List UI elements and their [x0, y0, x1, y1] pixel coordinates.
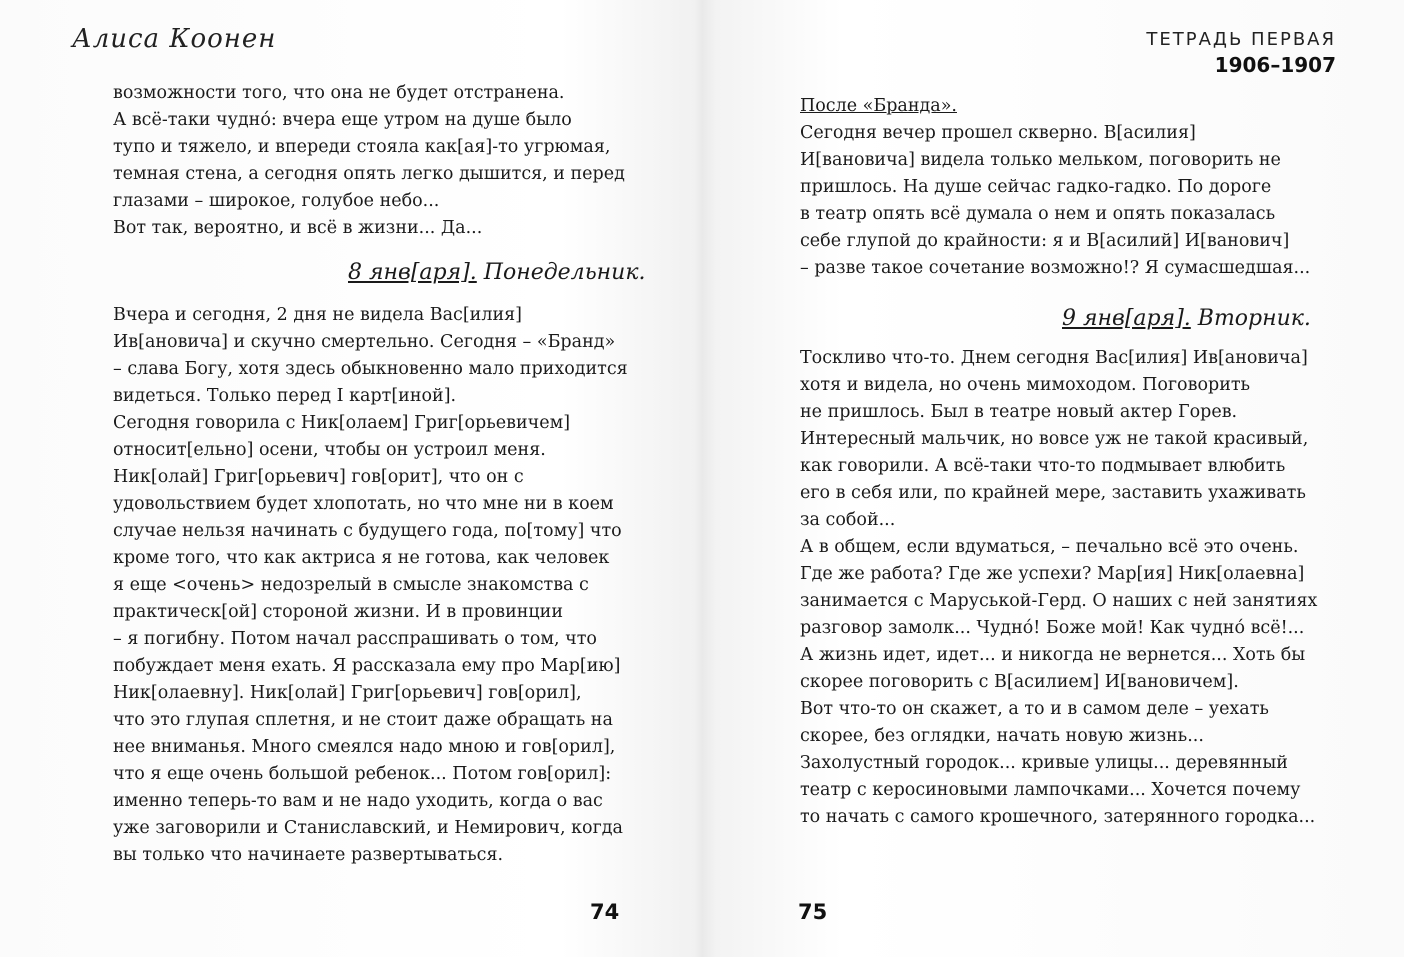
text-line: занимается с Маруськой-Герд. О наших с ней занятиях: [800, 591, 1318, 611]
text-line: разговор замолк... Чудно́! Боже мой! Как чудно́ всё!...: [800, 618, 1305, 638]
text-line: Интересный мальчик, но вовсе уж не такой красивый,: [800, 429, 1309, 449]
text-line: в театр опять всё думала о нем и опять показалась: [800, 204, 1276, 224]
text-line: Вчера и сегодня, 2 дня не видела Вас[илия]: [113, 305, 522, 325]
date-heading-jan9: [1062, 306, 1311, 331]
text-line: Ник[олаевну]. Ник[олай] Григ[орьевич] гов[орил],: [113, 683, 582, 703]
page-number-right: 75: [798, 900, 828, 924]
text-line: что я еще очень большой ребенок... Потом гов[орил]:: [113, 764, 612, 784]
text-line: нее вниманья. Много смеялся надо мною и гов[орил],: [113, 737, 616, 757]
text-line: скорее, без оглядки, начать новую жизнь...: [800, 726, 1204, 746]
author-signature: Алиса Коонен: [72, 24, 277, 54]
right-paragraph-2: [800, 345, 1317, 831]
text-line: А в общем, если вдуматься, – печально всё это очень.: [800, 537, 1299, 557]
date-heading-date: 9 янв[аря].: [1062, 306, 1191, 331]
text-line: случае нельзя начинать с будущего года, по[тому] что: [113, 521, 622, 541]
running-header: [1146, 28, 1336, 78]
text-line: темная стена, а сегодня опять легко дышится, и перед: [113, 164, 625, 184]
text-line: театр с керосиновыми лампочками... Хочется почему: [800, 780, 1301, 800]
text-line: я еще <очень> недозрелый в смысле знакомства с: [113, 575, 589, 595]
date-heading-date: 8 янв[аря].: [348, 260, 477, 285]
text-line: именно теперь-то вам и не надо уходить, когда о вас: [113, 791, 603, 811]
text-line: Тоскливо что-то. Днем сегодня Вас[илия] Ив[ановича]: [800, 348, 1308, 368]
text-line: Сегодня говорила с Ник[олаем] Григ[орьевичем]: [113, 413, 571, 433]
text-line: глазами – широкое, голубое небо...: [113, 191, 440, 211]
text-line: Вот что-то он скажет, а то и в самом деле – уехать: [800, 699, 1269, 719]
text-line: тупо и тяжело, и впереди стояла как[ая]-то угрюмая,: [113, 137, 611, 157]
text-line: удовольствием будет хлопотать, но что мне ни в коем: [113, 494, 614, 514]
text-line: его в себя или, по крайней мере, заставить ухаживать: [800, 483, 1306, 503]
text-line: Ник[олай] Григ[орьевич] гов[орит], что он с: [113, 467, 524, 487]
text-line: практическ[ой] стороной жизни. И в провинции: [113, 602, 564, 622]
text-line: Захолустный городок... кривые улицы... деревянный: [800, 753, 1288, 773]
text-line: за собой...: [800, 510, 896, 530]
text-line: И[вановича] видела только мельком, поговорить не: [800, 150, 1281, 170]
text-line: Вот так, вероятно, и всё в жизни... Да...: [113, 218, 483, 238]
text-line: А всё-таки чудно́: вчера еще утром на душе было: [113, 110, 572, 130]
text-line: хотя и видела, но очень мимоходом. Поговорить: [800, 375, 1251, 395]
text-line: как говорили. А всё-таки что-то подмывает влюбить: [800, 456, 1286, 476]
left-paragraph-1: [113, 80, 625, 242]
text-line: побуждает меня ехать. Я рассказала ему про Мар[ию]: [113, 656, 621, 676]
text-line: Ив[ановича] и скучно смертельно. Сегодня – «Бранд»: [113, 332, 616, 352]
text-line: А жизнь идет, идет... и никогда не вернется... Хоть бы: [800, 645, 1306, 665]
left-paragraph-2: [113, 302, 628, 869]
date-heading-day: Понедельник.: [483, 260, 646, 285]
text-line: что это глупая сплетня, и не стоит даже обращать на: [113, 710, 613, 730]
date-heading-day: Вторник.: [1197, 306, 1311, 331]
text-line: кроме того, что как актриса я не готова, как человек: [113, 548, 610, 568]
text-line: уже заговорили и Станиславский, и Немирович, когда: [113, 818, 623, 838]
text-line: возможности того, что она не будет отстранена.: [113, 83, 565, 103]
text-line: видеться. Только перед I карт[иной].: [113, 386, 457, 406]
text-line: пришлось. На душе сейчас гадко-гадко. По дороге: [800, 177, 1272, 197]
text-line: Где же работа? Где же успехи? Мар[ия] Ник[олаевна]: [800, 564, 1305, 584]
text-line: – разве такое сочетание возможно!? Я сумасшедшая...: [800, 258, 1311, 278]
right-paragraph-1: [800, 93, 1310, 282]
text-line: скорее поговорить с В[асилием] И[вановичем].: [800, 672, 1239, 692]
text-line: вы только что начинаете развертываться.: [113, 845, 504, 865]
text-line: – слава Богу, хотя здесь обыкновенно мало приходится: [113, 359, 628, 379]
after-brand-heading: После «Бранда».: [800, 96, 957, 116]
page-number-left: 74: [590, 900, 620, 924]
text-line: относит[ельно] осени, чтобы он устроил меня.: [113, 440, 546, 460]
text-line: себе глупой до крайности: я и В[асилий] И[ванович]: [800, 231, 1290, 251]
text-line: Сегодня вечер прошел скверно. В[асилия]: [800, 123, 1196, 143]
right-page: [702, 0, 1404, 957]
notebook-years: 1906–1907: [1214, 53, 1336, 77]
text-line: – я погибну. Потом начал расспрашивать о том, что: [113, 629, 597, 649]
notebook-title: ТЕТРАДЬ ПЕРВАЯ: [1146, 29, 1336, 50]
text-line: то начать с самого крошечного, затерянного городка...: [800, 807, 1316, 827]
date-heading-jan8: [348, 260, 645, 285]
text-line: не пришлось. Был в театре новый актер Горев.: [800, 402, 1238, 422]
